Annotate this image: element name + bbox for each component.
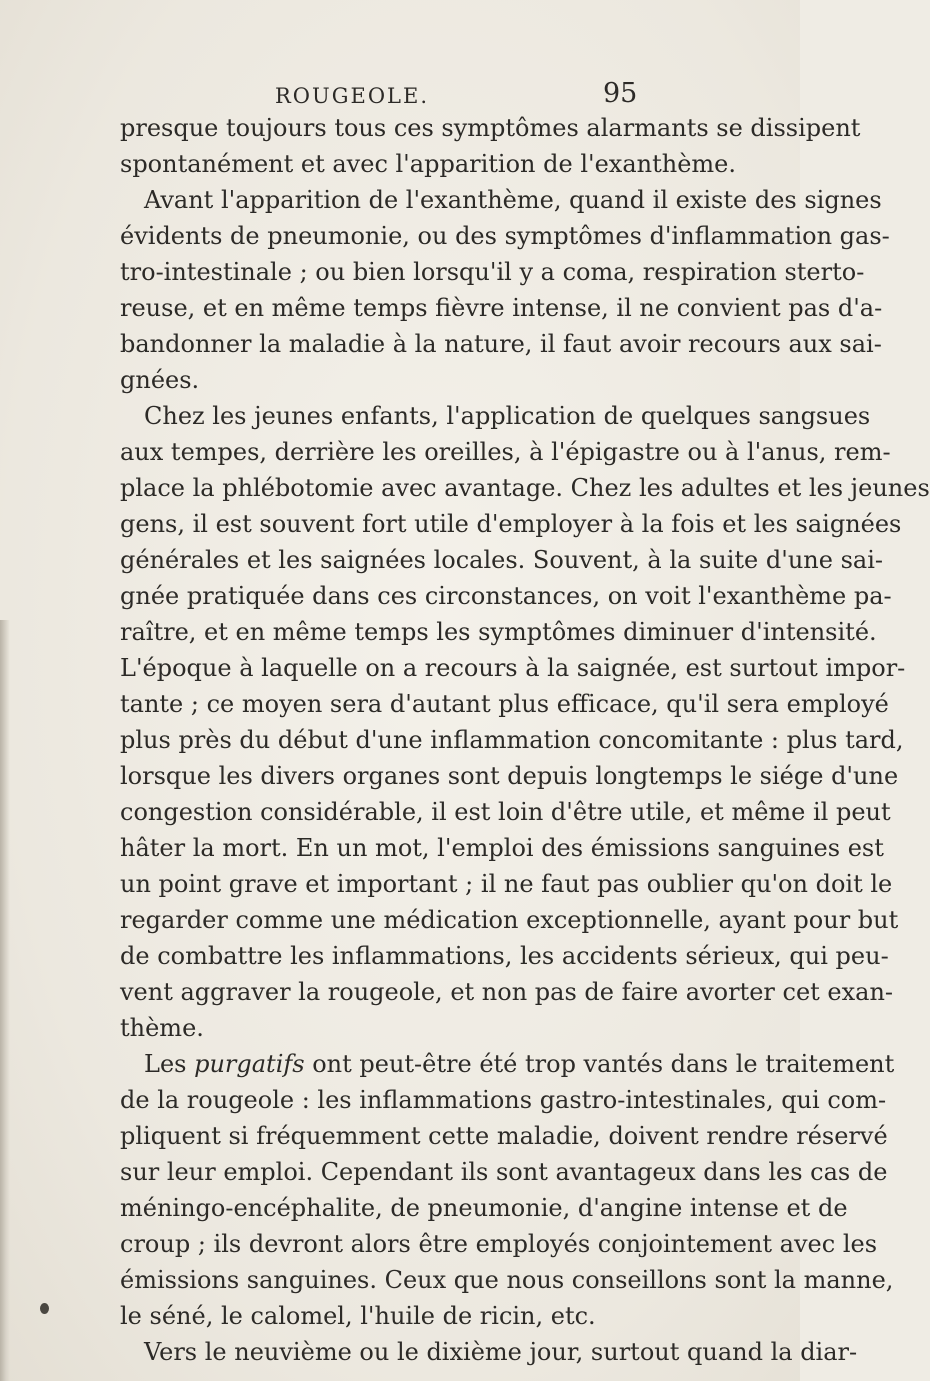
text-line: spontanément et avec l'apparition de l'exanthème. [120, 150, 736, 178]
purgatifs-rest: ont peut-être été trop vantés dans le traitement [304, 1050, 895, 1078]
text-line: presque toujours tous ces symptômes alarmants se dissipent [120, 114, 861, 142]
text-line: sur leur emploi. Cependant ils sont avantageux dans les cas de [120, 1158, 888, 1186]
ink-blot [40, 1303, 49, 1314]
page-number: 95 [603, 78, 638, 109]
purgatifs-line [120, 1046, 895, 1082]
purgatifs-lead: Les [144, 1050, 195, 1078]
text-line: place la phlébotomie avec avantage. Chez les adultes et les jeunes [120, 474, 930, 502]
page-gutter-shadow [0, 620, 10, 1381]
purgatifs-emphasis: purgatifs [194, 1050, 305, 1078]
text-line: gnées. [120, 366, 200, 394]
text-line: de combattre les inflammations, les accidents sérieux, qui peu- [120, 942, 889, 970]
text-line: Vers le neuvième ou le dixième jour, surtout quand la diar- [144, 1338, 858, 1366]
text-line: tro-intestinale ; ou bien lorsqu'il y a coma, respiration sterto- [120, 258, 865, 286]
text-line: congestion considérable, il est loin d'être utile, et même il peut [120, 798, 891, 826]
text-line: raître, et en même temps les symptômes diminuer d'intensité. [120, 618, 877, 646]
text-line: méningo-encéphalite, de pneumonie, d'angine intense et de [120, 1194, 848, 1222]
text-line: gnée pratiquée dans ces circonstances, on voit l'exanthème pa- [120, 582, 892, 610]
text-line: générales et les saignées locales. Souvent, à la suite d'une sai- [120, 546, 883, 574]
text-line: lorsque les divers organes sont depuis longtemps le siége d'une [120, 762, 899, 790]
text-line: un point grave et important ; il ne faut pas oublier qu'on doit le [120, 870, 893, 898]
text-line: plus près du début d'une inflammation concomitante : plus tard, [120, 726, 904, 754]
text-line: pliquent si fréquemment cette maladie, doivent rendre réservé [120, 1122, 888, 1150]
text-line: croup ; ils devront alors être employés conjointement avec les [120, 1230, 878, 1258]
text-line: L'époque à laquelle on a recours à la saignée, est surtout impor- [120, 654, 906, 682]
text-line: hâter la mort. En un mot, l'emploi des émissions sanguines est [120, 834, 884, 862]
running-head: ROUGEOLE. [275, 84, 429, 108]
text-line: Chez les jeunes enfants, l'application de quelques sangsues [144, 402, 871, 430]
text-line: regarder comme une médication exceptionnelle, ayant pour but [120, 906, 899, 934]
text-line: le séné, le calomel, l'huile de ricin, etc. [120, 1302, 596, 1330]
text-line: de la rougeole : les inflammations gastro-intestinales, qui com- [120, 1086, 887, 1114]
text-line: tante ; ce moyen sera d'autant plus efficace, qu'il sera employé [120, 690, 889, 718]
text-line: reuse, et en même temps fièvre intense, il ne convient pas d'a- [120, 294, 883, 322]
text-line: évidents de pneumonie, ou des symptômes d'inflammation gas- [120, 222, 890, 250]
text-line: émissions sanguines. Ceux que nous conseillons sont la manne, [120, 1266, 894, 1294]
text-line: Avant l'apparition de l'exanthème, quand il existe des signes [144, 186, 882, 214]
body-text [120, 110, 930, 1370]
text-line: aux tempes, derrière les oreilles, à l'épigastre ou à l'anus, rem- [120, 438, 891, 466]
text-line: gens, il est souvent fort utile d'employer à la fois et les saignées [120, 510, 902, 538]
text-line: vent aggraver la rougeole, et non pas de faire avorter cet exan- [120, 978, 894, 1006]
text-line: bandonner la maladie à la nature, il faut avoir recours aux sai- [120, 330, 882, 358]
text-line: thème. [120, 1014, 204, 1042]
